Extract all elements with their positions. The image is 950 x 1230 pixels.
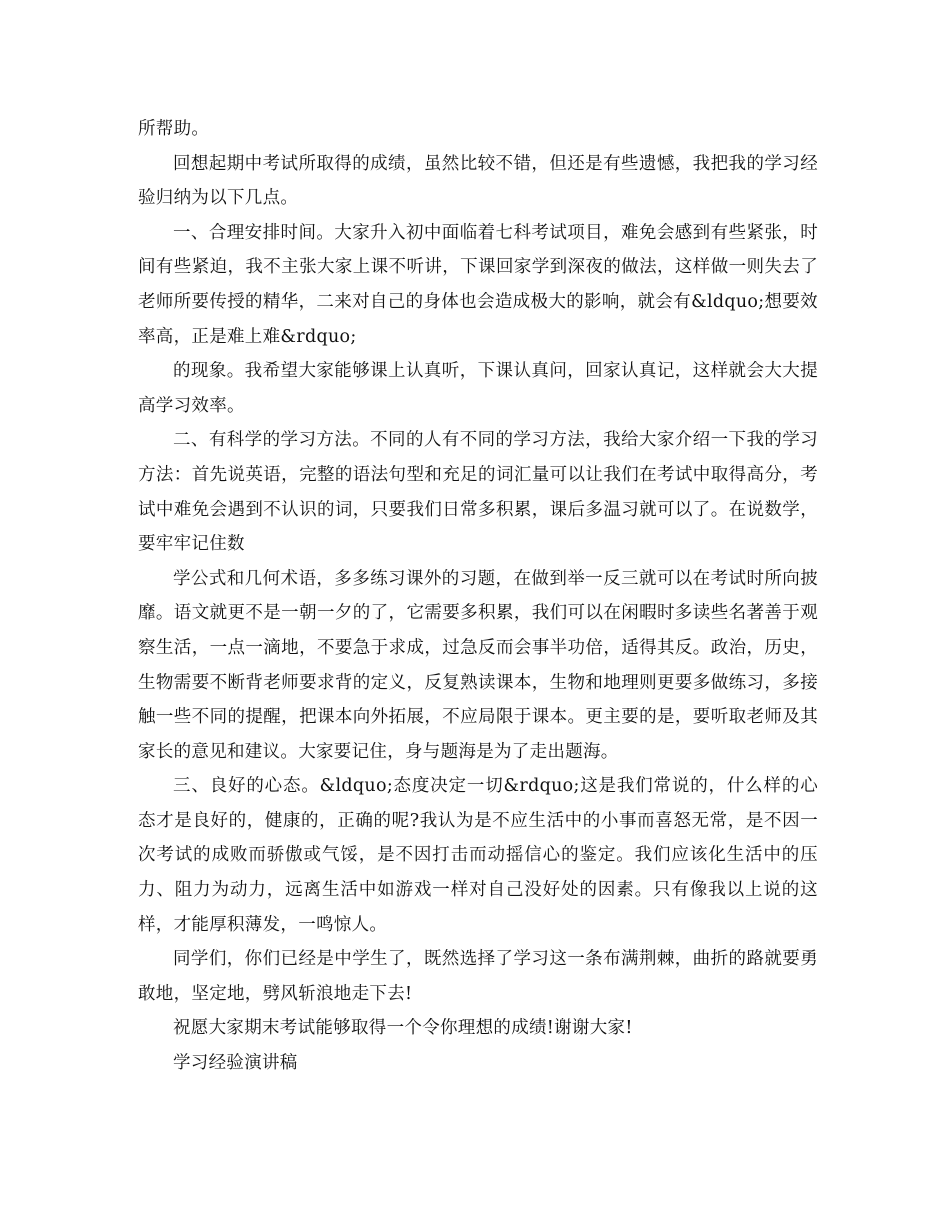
paragraph-7: 三、良好的心态。&ldquo;态度决定一切&rdquo;这是我们常说的，什么样的心态才是良好的，健康的，正确的呢?我认为是不应生活中的小事而喜怒无常，是不因一次考试的成败而骄傲或气馁，是不因打击而动摇信心的鉴定。我们应该化生活中的压力、阻力为动力，远离生活中如游戏一样对自己没好处的因素。只有像我以上说的这样，才能厚积薄发，一鸣惊人。 <box>138 776 818 935</box>
paragraph-10: 学习经验演讲稿 <box>173 1053 298 1074</box>
paragraph-3: 一、合理安排时间。大家升入初中面临着七科考试项目，难免会感到有些紧张，时间有些紧迫，我不主张大家上课不听讲，下课回家学到深夜的做法，这样做一则失去了老师所要传授的精华，二来对自己的身体也会造成极大的影响，就会有&ldquo;想要效率高，正是难上难&rdquo; <box>138 222 818 347</box>
paragraph-9: 祝愿大家期末考试能够取得一个令你理想的成绩!谢谢大家! <box>173 1018 633 1039</box>
document-body <box>138 112 818 1081</box>
paragraph-4: 的现象。我希望大家能够课上认真听，下课认真问，回家认真记，这样就会大大提高学习效率。 <box>138 361 818 416</box>
paragraph-5: 二、有科学的学习方法。不同的人有不同的学习方法，我给大家介绍一下我的学习方法：首先说英语，完整的语法句型和充足的词汇量可以让我们在考试中取得高分，考试中难免会遇到不认识的词，只要我们日常多积累，课后多温习就可以了。在说数学，要牢牢记住数 <box>138 430 818 555</box>
paragraph-8: 同学们，你们已经是中学生了，既然选择了学习这一条布满荆棘，曲折的路就要勇敢地，坚定地，劈风斩浪地走下去! <box>138 949 818 1004</box>
paragraph-1: 所帮助。 <box>138 119 210 139</box>
paragraph-6: 学公式和几何术语，多多练习课外的习题，在做到举一反三就可以在考试时所向披靡。语文就更不是一朝一夕的了，它需要多积累，我们可以在闲暇时多读些名著善于观察生活，一点一滴地，不要急于求成，过急反而会事半功倍，适得其反。政治，历史，生物需要不断背老师要求背的定义，反复熟读课本，生物和地理则更要多做练习，多接触一些不同的提醒，把课本向外拓展，不应局限于课本。更主要的是，要听取老师及其家长的意见和建议。大家要记住，身与题海是为了走出题海。 <box>138 568 818 762</box>
paragraph-2: 回想起期中考试所取得的成绩，虽然比较不错，但还是有些遗憾，我把我的学习经验归纳为以下几点。 <box>138 153 818 209</box>
